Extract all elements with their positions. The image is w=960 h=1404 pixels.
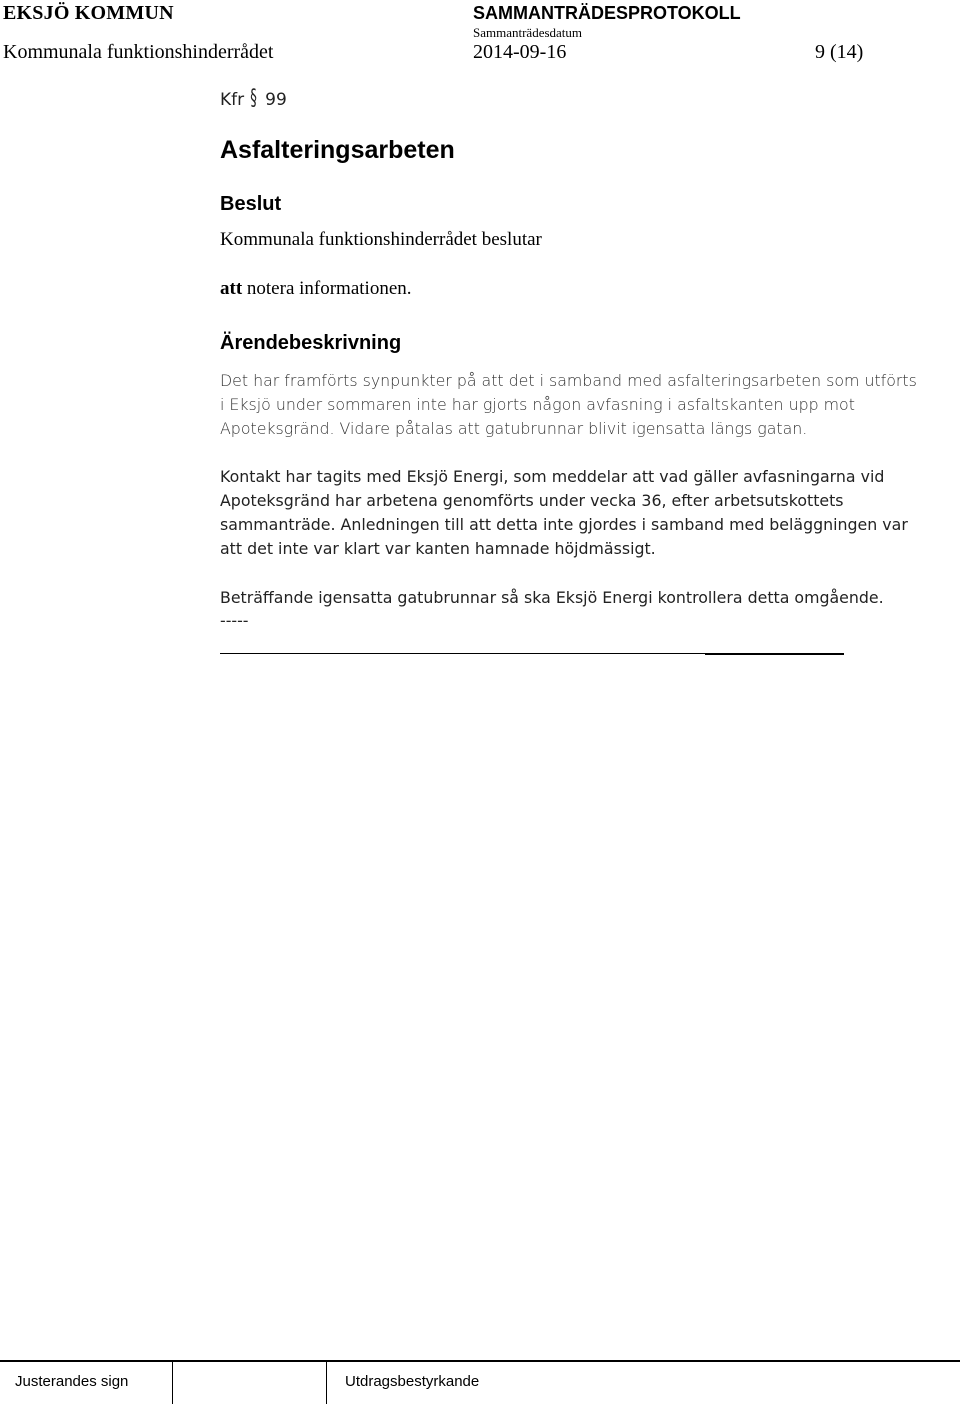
- decision-heading: Beslut: [220, 193, 282, 215]
- justerandes-sign-label: Justerandes sign: [15, 1373, 129, 1390]
- signature-rule: [220, 653, 705, 654]
- page-number: 9 (14): [815, 41, 864, 63]
- committee-name: Kommunala funktionshinderrådet: [3, 41, 274, 63]
- description-p1-line-3: Apoteksgränd. Vidare påtalas att gatubrunnar blivit igensatta längs gatan.: [220, 419, 808, 438]
- section-sign-icon: §: [250, 86, 257, 111]
- description-p2-line-4: att det inte var klart var kanten hamnade höjdmässigt.: [220, 539, 656, 558]
- paragraph-number: 99: [265, 90, 287, 110]
- description-p2-line-2: Apoteksgränd har arbetena genomförts under vecka 36, efter arbetsutskottets: [220, 491, 844, 510]
- description-p2-line-1: Kontakt har tagits med Eksjö Energi, som meddelar att vad gäller avfasningarna vid: [220, 467, 885, 486]
- meeting-date-label: Sammanträdesdatum: [473, 25, 583, 40]
- description-p1-line-2: i Eksjö under sommaren inte har gjorts någon avfasning i asfaltskanten upp mot: [220, 395, 855, 414]
- paragraph-prefix: Kfr: [220, 90, 245, 110]
- signature-rule-thick: [705, 653, 844, 655]
- att-text: notera informationen.: [242, 278, 412, 299]
- paragraph-reference: [220, 86, 287, 111]
- footer-rule: [0, 1360, 960, 1362]
- page-title: Asfalteringsarbeten: [220, 136, 455, 164]
- meeting-date: 2014-09-16: [473, 41, 567, 63]
- utdragsbestyrkande-label: Utdragsbestyrkande: [345, 1373, 480, 1390]
- decision-lead: Kommunala funktionshinderrådet beslutar: [220, 229, 542, 250]
- organization-name: EKSJÖ KOMMUN: [3, 2, 174, 24]
- description-p2-line-3: sammanträde. Anledningen till att detta inte gjordes i samband med beläggningen var: [220, 515, 908, 534]
- footer-divider-1: [172, 1361, 173, 1404]
- description-heading: Ärendebeskrivning: [220, 332, 402, 354]
- document-type: SAMMANTRÄDESPROTOKOLL: [473, 3, 741, 23]
- decision-att-clause: [220, 278, 412, 300]
- description-p3: Beträffande igensatta gatubrunnar så ska Eksjö Energi kontrollera detta omgående.: [220, 588, 884, 607]
- description-p1-line-1: Det har framförts synpunkter på att det i samband med asfalteringsarbeten som utförts: [220, 371, 917, 390]
- footer-divider-2: [326, 1361, 327, 1404]
- att-word: att: [220, 278, 243, 299]
- end-mark: -----: [220, 611, 249, 630]
